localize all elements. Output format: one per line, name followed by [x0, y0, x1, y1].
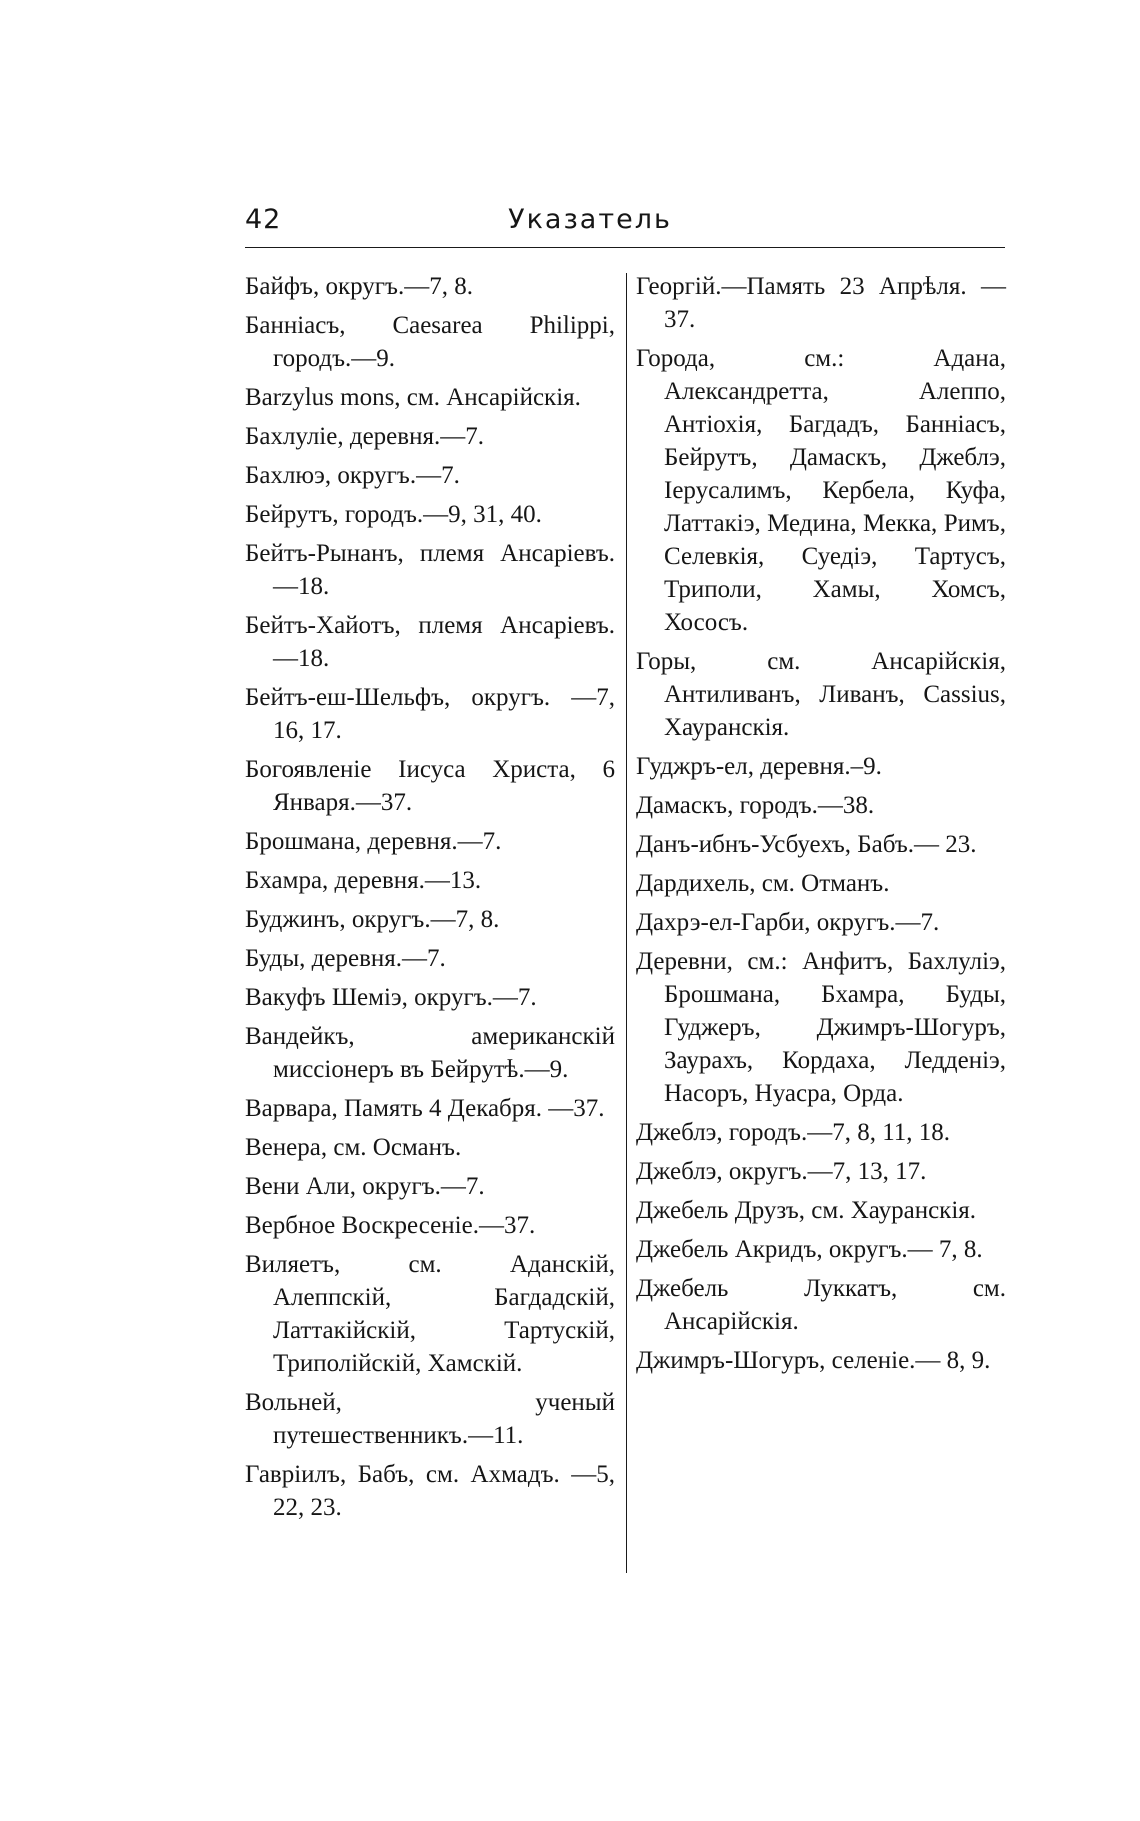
index-entry: Вольней, ученый путешественникъ.—11.: [245, 1389, 615, 1449]
index-entry: Бахлюэ, округъ.—7.: [245, 462, 460, 489]
index-entry: Бейрутъ, городъ.—9, 31, 40.: [245, 501, 542, 528]
index-entry: Горы, см. Ансарійскія, Антиливанъ, Ливанъ, Cassius, Хауранскія.: [636, 648, 1006, 741]
index-entry: Буджинъ, округъ.—7, 8.: [245, 906, 500, 933]
index-entry: Джебель Луккатъ, см. Ансарійскія.: [636, 1275, 1006, 1335]
index-entry: Дамаскъ, городъ.—38.: [636, 792, 875, 819]
index-entry: Богоявленіе Іисуса Христа, 6 Января.—37.: [245, 756, 615, 816]
index-entry: Вени Али, округъ.—7.: [245, 1173, 485, 1200]
column-divider: [626, 273, 627, 1573]
index-entry: Данъ-ибнъ-Усбуехъ, Бабъ.— 23.: [636, 831, 977, 858]
index-entry: Буды, деревня.—7.: [245, 945, 446, 972]
index-entry: Гуджръ-ел, деревня.–9.: [636, 753, 882, 780]
index-entry: Дахрэ-ел-Гарби, округъ.—7.: [636, 909, 940, 936]
index-entry: Джеблэ, городъ.—7, 8, 11, 18.: [636, 1119, 951, 1146]
index-entry: Гавріилъ, Бабъ, см. Ахмадъ. —5, 22, 23.: [245, 1461, 615, 1521]
index-entry: Вербное Воскресеніе.—37.: [245, 1212, 536, 1239]
index-entry: Бейтъ-Хайотъ, племя Ансаріевъ.—18.: [245, 612, 615, 672]
index-entry: Байфъ, округъ.—7, 8.: [245, 273, 473, 300]
index-entry: Банніасъ, Caesarea Philippi, городъ.—9.: [245, 312, 615, 372]
page-title: Указатель: [508, 204, 672, 235]
index-entry: Виляетъ, см. Аданскій, Алеппскій, Багдадскій, Латтакійскій, Тартускій, Триполійскій, Хамскій.: [245, 1251, 615, 1377]
page-number: 42: [245, 204, 282, 235]
index-entry: Варвара, Память 4 Декабря. —37.: [245, 1095, 605, 1122]
index-entry: Бахлуліе, деревня.—7.: [245, 423, 484, 450]
index-entry: Джеблэ, округъ.—7, 13, 17.: [636, 1158, 927, 1185]
index-entry: Бхамра, деревня.—13.: [245, 867, 482, 894]
index-entry: Джебель Друзъ, см. Хауранскія.: [636, 1197, 977, 1224]
index-entry: Венера, см. Османъ.: [245, 1134, 462, 1161]
right-index-column: [636, 270, 1006, 1383]
index-entry: Вакуфъ Шеміэ, округъ.—7.: [245, 984, 537, 1011]
index-entry: Георгій.—Память 23 Апрѣля. —37.: [636, 273, 1006, 333]
index-entry: Бейтъ-еш-Шельфъ, округъ. —7, 16, 17.: [245, 684, 615, 744]
header-rule: [245, 247, 1005, 248]
index-entry: Barzylus mons, см. Ансарійскія.: [245, 384, 581, 411]
left-index-column: [245, 270, 615, 1530]
index-entry: Деревни, см.: Анфитъ, Бахлуліэ, Брошмана, Бхамра, Буды, Гуджеръ, Джимръ-Шогуръ, Заурахъ, Кордаха, Ледденіэ, Насоръ, Нуасра, Орда.: [636, 948, 1006, 1107]
index-entry: Вандейкъ, американскій миссіонеръ въ Бейрутѣ.—9.: [245, 1023, 615, 1083]
index-entry: Города, см.: Адана, Александретта, Алеппо, Антіохія, Багдадъ, Банніасъ, Бейрутъ, Дамаскъ, Джеблэ, Іерусалимъ, Кербела, Куфа, Латтакіэ, Медина, Мекка, Римъ, Селевкія, Суедіэ, Тартусъ, Триполи, Хамы, Хомсъ, Хососъ.: [636, 345, 1006, 636]
index-entry: Джимръ-Шогуръ, селеніе.— 8, 9.: [636, 1347, 991, 1374]
index-entry: Бейтъ-Рынанъ, племя Ансаріевъ.—18.: [245, 540, 615, 600]
index-entry: Джебель Акридъ, округъ.— 7, 8.: [636, 1236, 983, 1263]
index-entry: Брошмана, деревня.—7.: [245, 828, 502, 855]
index-entry: Дардихель, см. Отманъ.: [636, 870, 890, 897]
